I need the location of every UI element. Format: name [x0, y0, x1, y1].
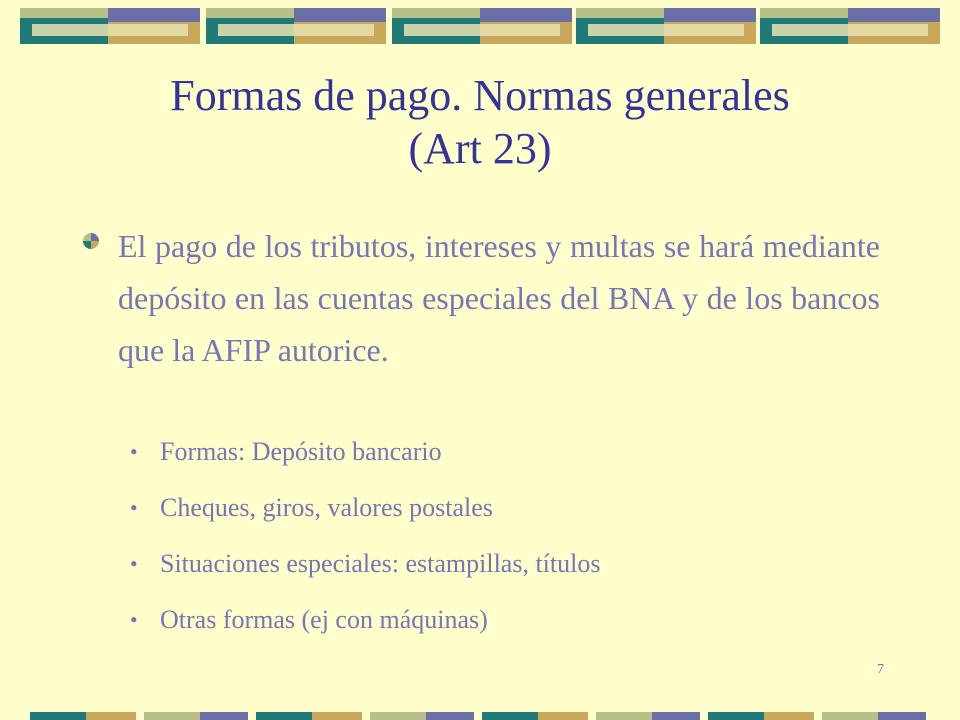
sub-bullet-item [130, 600, 890, 656]
main-bullet-text: El pago de los tributos, intereses y multas se hará mediante depósito en las cuentas especiales del BNA y de los bancos que la AFIP autorice. [118, 228, 880, 368]
bullet-dot: • [130, 495, 138, 520]
decor-block [760, 8, 940, 44]
decor-block [576, 8, 756, 44]
decor-block [20, 8, 200, 44]
quartered-circle-icon [82, 232, 100, 250]
title-line-1: Formas de pago. Normas generales [170, 71, 790, 120]
sub-bullet-text: Cheques, giros, valores postales [160, 493, 493, 522]
sub-bullet-item [130, 432, 890, 488]
sub-bullet-list [130, 432, 890, 656]
bullet-dot: • [130, 551, 138, 576]
slide-title [60, 70, 900, 176]
sub-bullet-item [130, 488, 890, 544]
page-number: 7 [877, 662, 884, 677]
bullet-dot: • [130, 439, 138, 464]
top-decorative-band [20, 8, 940, 44]
decor-block [392, 8, 572, 44]
bottom-decorative-band [30, 712, 960, 720]
sub-bullet-text: Otras formas (ej con máquinas) [160, 605, 488, 634]
sub-bullet-item [130, 544, 890, 600]
sub-bullet-text: Situaciones especiales: estampillas, títulos [160, 549, 601, 578]
title-line-2: (Art 23) [408, 123, 552, 173]
bullet-dot: • [130, 607, 138, 632]
decor-block [206, 8, 386, 44]
sub-bullet-text: Formas: Depósito bancario [160, 437, 442, 466]
